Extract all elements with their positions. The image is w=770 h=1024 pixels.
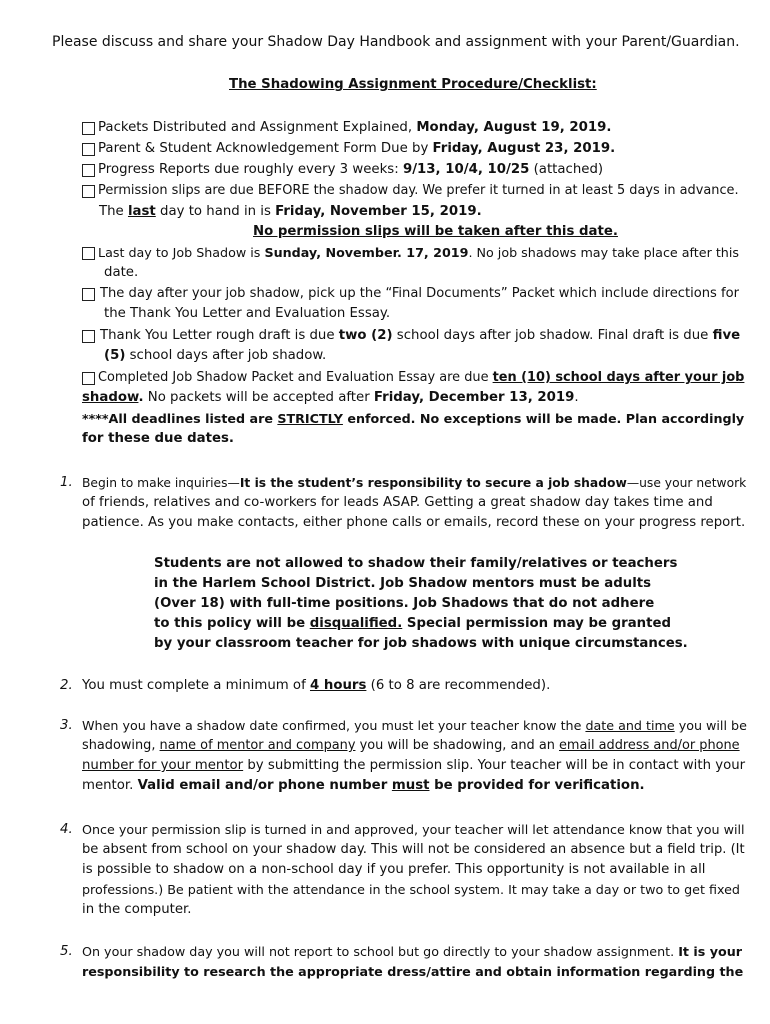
final-documents-continuation: the Thank You Letter and Evaluation Essay. [104,306,391,321]
text: When you have a shadow date confirmed, you must let your teacher know the [82,718,586,733]
item1-line2: of friends, relatives and co-workers for leads ASAP. Getting a great shadow day takes time and [82,495,713,510]
text-emphasis: must [391,778,430,793]
item3-line1 [82,716,747,736]
text-emphasis: 4 hours [309,678,367,693]
text-emphasis: name of mentor and company [159,738,356,753]
item-text: Last day to Job Shadow is [98,245,265,260]
item-date: Friday, December 13, 2019 [373,390,575,405]
text-emphasis: It is the student’s responsibility to secure a job shadow [239,476,627,490]
policy-line3: (Over 18) with full-time positions. Job Shadows that do not adhere [154,596,655,611]
item-emphasis: ten (10) school days after your job [492,370,745,385]
checklist-item-permission-slips: Permission slips are due BEFORE the shadow day. We prefer it turned in at least 5 days in advance. [98,183,739,198]
text-emphasis: number for your mentor [82,758,244,773]
deadline-notice-continuation: for these due dates. [82,431,234,446]
item-text: Progress Reports due roughly every 3 weeks: [98,162,403,177]
checkbox-last-day[interactable] [82,247,95,260]
text: ****All deadlines listed are [82,411,278,426]
text-emphasis: Valid email and/or phone number [137,778,392,793]
checklist-item-last-day [98,243,739,263]
item-note: (attached) [529,162,604,177]
item-text: school days after job shadow. [125,348,327,363]
text-emphasis: STRICTLY [277,411,343,426]
item-text: Parent & Student Acknowledgement Form Due by [98,141,433,156]
item4-line2: be absent from school on your shadow day. This will not be considered an absence but a field trip. (It [82,842,745,857]
item2-text [82,676,550,696]
text: —use your network [626,476,747,490]
text: The [99,204,128,219]
item-date: Monday, August 19, 2019. [416,120,612,135]
item-emphasis: shadow [82,390,139,405]
checklist-item-final-documents: The day after your job shadow, pick up the “Final Documents” Packet which include directions for [100,286,740,301]
item-text: . No job shadows may take place after this [468,245,739,260]
item3-line4 [82,776,645,796]
item4-line4: professions.) Be patient with the attendance in the school system. It may take a day or two to get fixed [82,882,740,897]
item3-line3 [82,756,745,776]
text-emphasis: email address and/or phone [559,738,740,753]
text: you will be [674,718,747,733]
text: mentor. [82,778,138,793]
item-number: 2. [60,678,73,693]
permission-no-late-notice: No permission slips will be taken after this date. [253,224,618,239]
text: Special permission may be granted [402,616,672,631]
checkbox-progress-reports[interactable] [82,164,95,177]
text: you will be shadowing, and an [355,738,559,753]
text-emphasis: be provided for verification. [429,778,645,793]
checkbox-packets[interactable] [82,122,95,135]
item5-line2: responsibility to research the appropriate dress/attire and obtain information regarding the [82,964,744,979]
text: by submitting the permission slip. Your teacher will be in contact with your [243,758,746,773]
text: (6 to 8 are recommended). [366,678,551,693]
text-emphasis: last [127,204,156,219]
checklist-item-acknowledgement [98,139,615,159]
text: shadowing, [82,738,160,753]
checklist-heading: The Shadowing Assignment Procedure/Checklist: [229,77,597,92]
item-emphasis: (5) [104,348,126,363]
permission-last-day-line [99,202,482,222]
item-text: No packets will be accepted after [143,390,374,405]
text: to this policy will be [154,616,310,631]
text: enforced. No exceptions will be made. Plan accordingly [342,411,745,426]
policy-line5: by your classroom teacher for job shadows with unique circumstances. [154,636,688,651]
item5-line1 [82,942,742,962]
item-text: . [138,390,144,405]
item-number: 4. [60,822,73,837]
item4-line5: in the computer. [82,902,192,917]
item-date: Friday, August 23, 2019. [432,141,616,156]
item-dates: 9/13, 10/4, 10/25 [402,162,530,177]
item-date: Friday, November 15, 2019. [275,204,482,219]
item-emphasis: two (2) [338,328,393,343]
item-emphasis: five [712,328,741,343]
last-day-continuation: date. [104,265,139,280]
item-text: Completed Job Shadow Packet and Evaluation Essay are due [98,370,493,385]
text-emphasis: It is your [678,944,742,959]
text-emphasis: date and time [585,718,675,733]
policy-line2: in the Harlem School District. Job Shadow mentors must be adults [154,576,652,591]
checkbox-final-documents[interactable] [82,288,95,301]
item4-line3: is possible to shadow on a non-school day if you prefer. This opportunity is not available in all [82,862,706,877]
item-text: school days after job shadow. Final draft is due [392,328,713,343]
checkbox-acknowledgement[interactable] [82,143,95,156]
item-number: 3. [60,718,73,733]
item-text: Thank You Letter rough draft is due [100,328,339,343]
item1-line3: patience. As you make contacts, either phone calls or emails, record these on your progress report. [82,515,746,530]
checkbox-completed-packet[interactable] [82,372,95,385]
policy-line4 [154,614,671,634]
item3-line2 [82,736,740,756]
checklist-item-packets [98,118,611,138]
text: You must complete a minimum of [82,678,310,693]
item-text: . [574,390,579,405]
text: Begin to make inquiries— [82,476,240,490]
thank-you-letter-continuation [104,346,326,366]
text: On your shadow day you will not report to school but go directly to your shadow assignment. [82,944,679,959]
item1-line1 [82,473,746,493]
checklist-item-progress-reports [98,160,603,180]
deadline-notice [82,409,744,429]
item-number: 1. [60,475,73,490]
item-date: Sunday, November. 17, 2019 [264,245,469,260]
item-text: Packets Distributed and Assignment Explained, [98,120,417,135]
intro-text: Please discuss and share your Shadow Day Handbook and assignment with your Parent/Guardian. [52,34,740,50]
checklist-item-completed-packet [98,368,744,388]
text: day to hand in is [155,204,276,219]
checkbox-thank-you-letter[interactable] [82,330,95,343]
checkbox-permission-slips[interactable] [82,185,95,198]
completed-packet-continuation [82,388,579,408]
policy-line1: Students are not allowed to shadow their family/relatives or teachers [154,556,678,571]
text-emphasis: disqualified. [309,616,403,631]
checklist-item-thank-you-letter [100,326,740,346]
item4-line1: Once your permission slip is turned in and approved, your teacher will let attendance know that you will [82,822,745,837]
item-number: 5. [60,944,73,959]
